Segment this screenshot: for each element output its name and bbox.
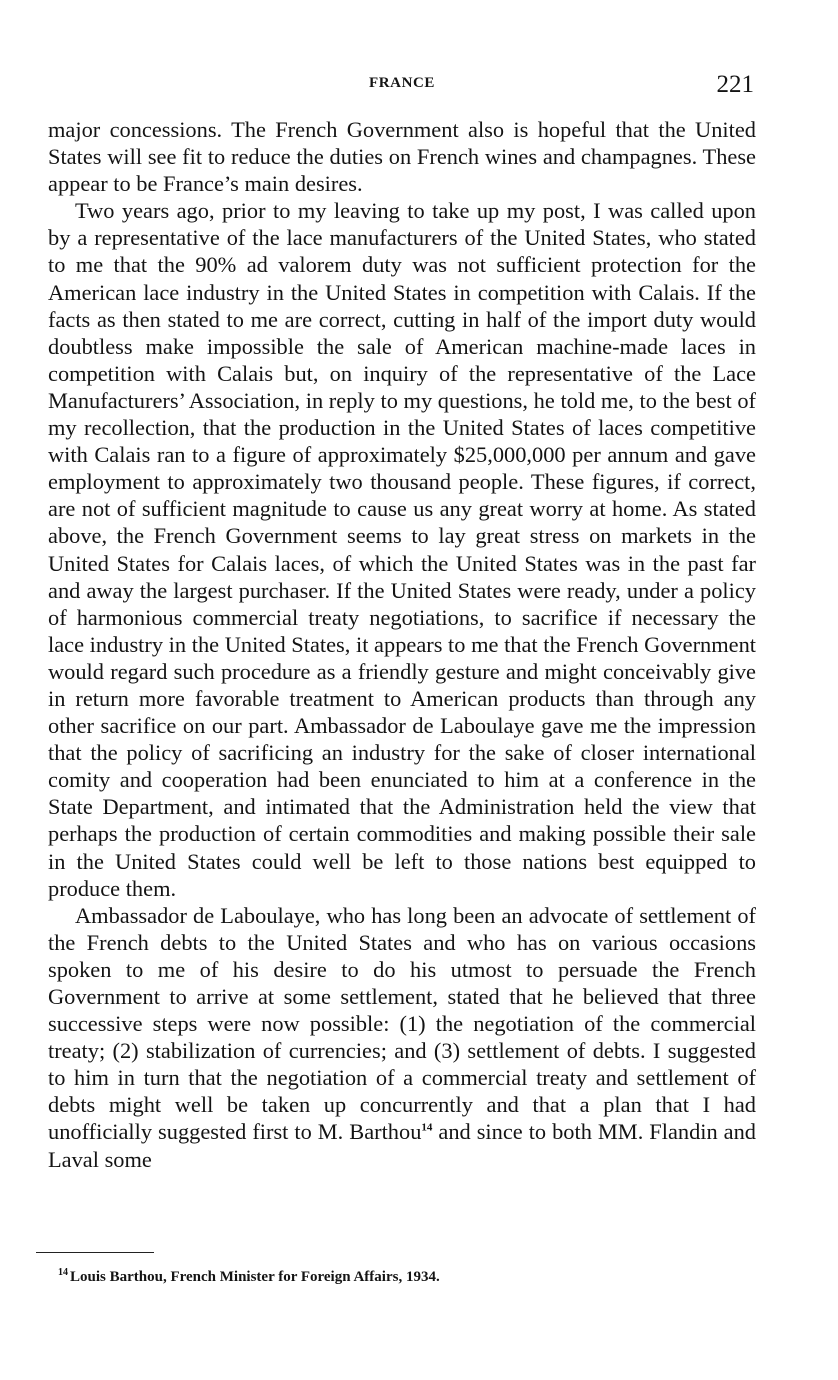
- paragraph-lace-industry: Two years ago, prior to my leaving to take up my post, I was called upon by a representative of the lace manufacturers of the United States, who stated to me that the 90% ad valorem duty was not sufficient protection for the American lace industry in the United States in competition with Calais. If the facts as then stated to me are correct, cutting in half of the import duty would doubtless make impossible the sale of American machine-made laces in competition with Calais but, on inquiry of the representative of the Lace Manufacturers’ Association, in reply to my questions, he told me, to the best of my recollection, that the production in the United States of laces competitive with Calais ran to a figure of approximately $25,000,000 per annum and gave employment to approximately two thousand people. These figures, if correct, are not of sufficient magnitude to cause us any great worry at home. As stated above, the French Government seems to lay great stress on markets in the United States for Calais laces, of which the United States was in the past far and away the largest purchaser. If the United States were ready, under a policy of harmonious commercial treaty negotiations, to sacrifice if necessary the lace industry in the United States, it appears to me that the French Government would regard such procedure as a friendly gesture and might conceivably give in return more favorable treatment to American products than through any other sacrifice on our part. Ambassador de Laboulaye gave me the impression that the policy of sacrificing an industry for the sake of closer international comity and cooperation had been enunciated to him at a conference in the State Department, and intimated that the Administration held the view that perhaps the production of certain commodities and making possible their sale in the United States could well be left to those nations best equipped to produce them.: [48, 198, 756, 901]
- page-number: 221: [716, 71, 754, 98]
- footnote-divider: [36, 1252, 154, 1253]
- footnote-reference[interactable]: 14: [421, 1122, 433, 1134]
- footnote: [58, 1267, 758, 1287]
- running-head-title: FRANCE: [368, 75, 436, 91]
- footnote-text: Louis Barthou, French Minister for Foreign Affairs, 1934.: [70, 1269, 440, 1285]
- paragraph-continued: major concessions. The French Government also is hopeful that the United States will see fit to reduce the duties on French wines and champagnes. These appear to be France’s main desires.: [48, 117, 756, 197]
- paragraph-text-before-note: Ambassador de Laboulaye, who has long been an advocate of settlement of the French debts to the United States and who has on various occasions spoken to me of his desire to do his utmost to persuade the French Government to arrive at some settlement, stated that he believed that three successive steps were now possible: (1) the negotiation of the commercial treaty; (2) stabilization of currencies; and (3) settlement of debts. I suggested to him in turn that the negotiation of a commercial treaty and settlement of debts might well be taken up concurrently and that a plan that I had unofficially suggested first to M. Barthou: [48, 902, 756, 1145]
- running-head: [44, 70, 760, 100]
- footnote-marker: 14: [58, 1267, 68, 1278]
- paragraph-debt-settlement: [48, 902, 756, 1173]
- body-text: [48, 116, 756, 1173]
- paragraph-text-after-note: and since to both MM. Flandin and Laval some: [48, 1119, 757, 1172]
